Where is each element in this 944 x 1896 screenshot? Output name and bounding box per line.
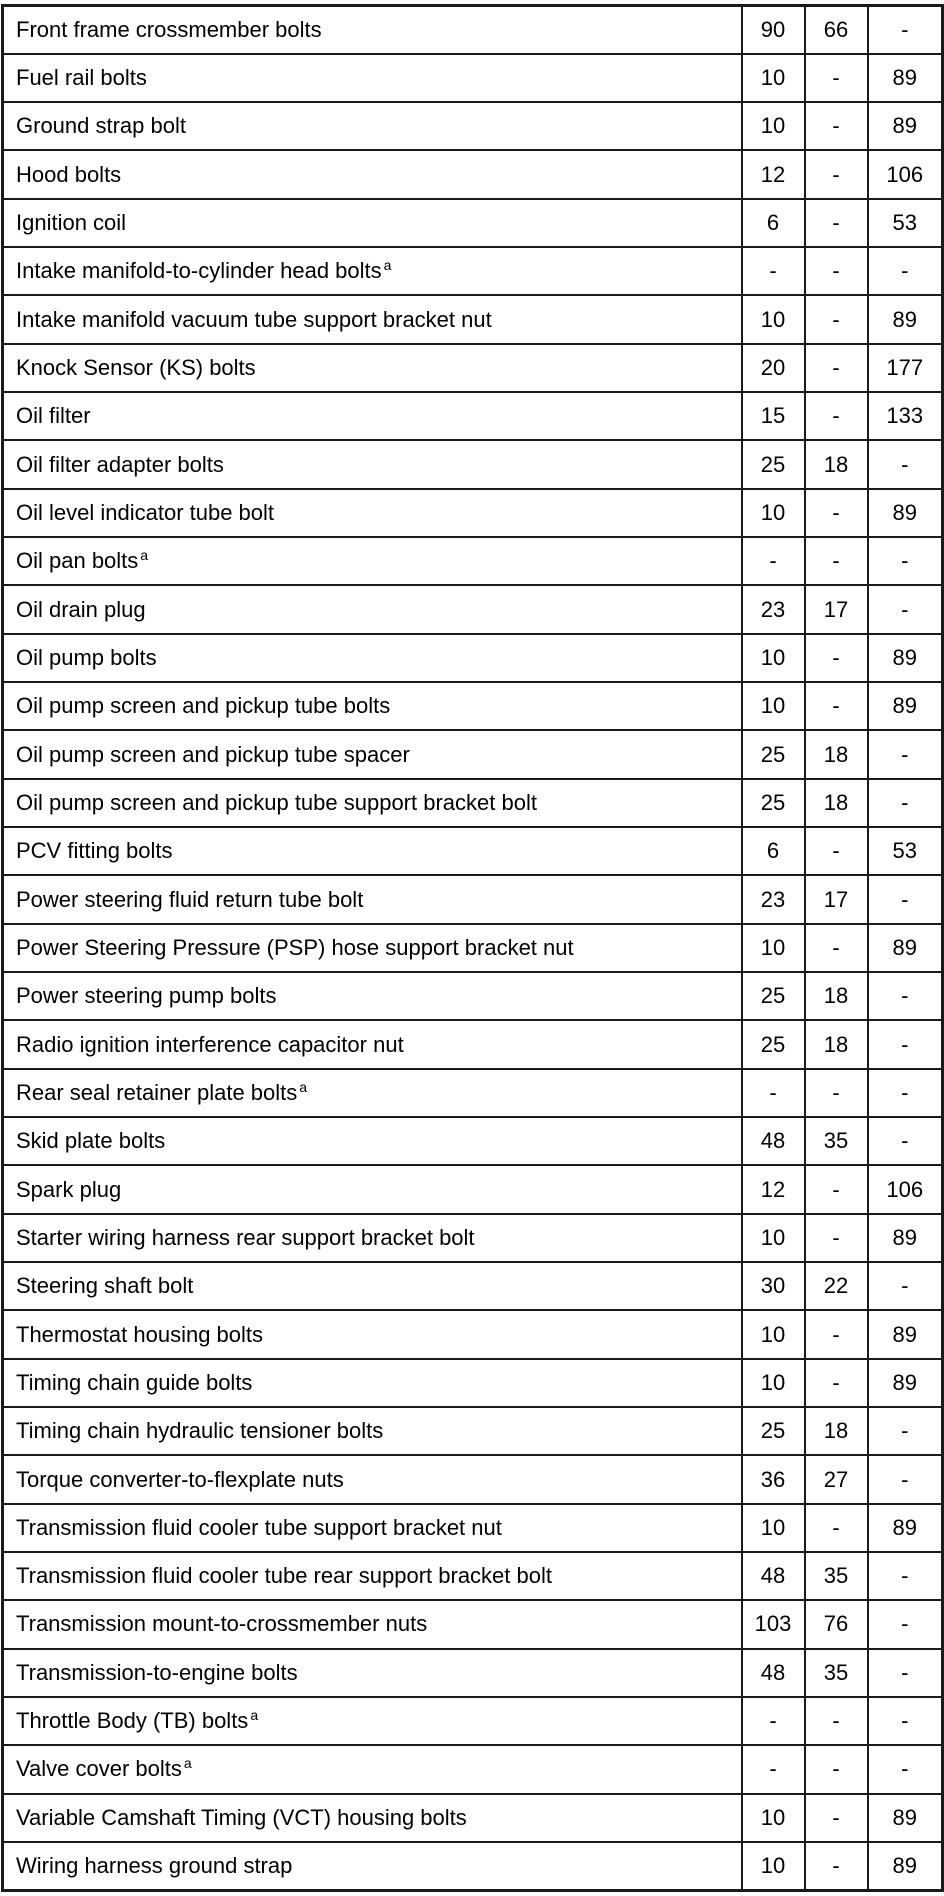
table-row (3, 1262, 943, 1310)
component-name: Oil pan bolts (16, 548, 139, 574)
footnote-marker: a (140, 546, 149, 563)
component-name: Torque converter-to-flexplate nuts (16, 1466, 344, 1492)
nm-value-cell: 30 (742, 1262, 805, 1310)
nm-value-cell: 10 (742, 102, 805, 150)
nm-value-cell: 25 (742, 1020, 805, 1068)
component-name: Oil pump screen and pickup tube support bracket bolt (16, 789, 537, 815)
component-name: Spark plug (16, 1176, 122, 1202)
component-name-cell (3, 150, 742, 198)
component-name: Transmission mount-to-crossmember nuts (16, 1611, 428, 1637)
component-name-cell (3, 875, 742, 923)
footnote-marker: a (299, 1078, 308, 1095)
component-name-cell (3, 1842, 742, 1891)
component-name-cell (3, 1069, 742, 1117)
table-row (3, 247, 943, 295)
table-row (3, 730, 943, 778)
component-name-cell (3, 1697, 742, 1745)
lbin-value-cell: - (868, 585, 943, 633)
table-row (3, 634, 943, 682)
lbft-value-cell: - (805, 1214, 868, 1262)
nm-value-cell: - (742, 1745, 805, 1793)
lbin-value-cell: 106 (868, 1165, 943, 1213)
lbin-value-cell: 89 (868, 102, 943, 150)
torque-spec-table (1, 4, 944, 1892)
component-name: PCV fitting bolts (16, 838, 173, 864)
component-name: Oil filter (16, 403, 91, 429)
table-row (3, 199, 943, 247)
component-name-cell (3, 1359, 742, 1407)
component-name: Ignition coil (16, 209, 127, 235)
nm-value-cell: 48 (742, 1552, 805, 1600)
table-row (3, 295, 943, 343)
component-name-cell (3, 1600, 742, 1648)
lbin-value-cell: 89 (868, 1310, 943, 1358)
lbft-value-cell: 18 (805, 440, 868, 488)
lbft-value-cell: - (805, 1697, 868, 1745)
component-name: Starter wiring harness rear support bracket bolt (16, 1224, 475, 1250)
component-name: Hood bolts (16, 161, 122, 187)
component-name-cell (3, 6, 742, 54)
table-row (3, 1745, 943, 1793)
lbft-value-cell: - (805, 392, 868, 440)
component-name: Rear seal retainer plate bolts (16, 1079, 298, 1105)
lbin-value-cell: 89 (868, 1504, 943, 1552)
component-name-cell (3, 537, 742, 585)
component-name: Oil pump bolts (16, 644, 157, 670)
lbin-value-cell: 89 (868, 924, 943, 972)
lbin-value-cell: 53 (868, 827, 943, 875)
table-row (3, 924, 943, 972)
component-name: Intake manifold vacuum tube support bracket nut (16, 306, 492, 332)
lbin-value-cell: - (868, 730, 943, 778)
component-name-cell (3, 440, 742, 488)
table-row (3, 972, 943, 1020)
lbft-value-cell: 22 (805, 1262, 868, 1310)
table-row (3, 682, 943, 730)
lbin-value-cell: - (868, 1600, 943, 1648)
lbft-value-cell: - (805, 682, 868, 730)
component-name-cell (3, 1504, 742, 1552)
component-name-cell (3, 1310, 742, 1358)
lbin-value-cell: 89 (868, 1794, 943, 1842)
table-row (3, 1407, 943, 1455)
component-name: Knock Sensor (KS) bolts (16, 354, 256, 380)
table-row (3, 1794, 943, 1842)
nm-value-cell: 48 (742, 1117, 805, 1165)
table-row (3, 1600, 943, 1648)
nm-value-cell: 90 (742, 6, 805, 54)
lbft-value-cell: 18 (805, 1020, 868, 1068)
lbin-value-cell: - (868, 1117, 943, 1165)
component-name-cell (3, 1117, 742, 1165)
lbft-value-cell: 17 (805, 585, 868, 633)
table-row (3, 54, 943, 102)
nm-value-cell: 10 (742, 1359, 805, 1407)
lbin-value-cell: - (868, 1020, 943, 1068)
nm-value-cell: 25 (742, 972, 805, 1020)
nm-value-cell: 23 (742, 585, 805, 633)
lbin-value-cell: - (868, 1069, 943, 1117)
lbft-value-cell: 17 (805, 875, 868, 923)
table-row (3, 1455, 943, 1503)
table-row (3, 440, 943, 488)
lbin-value-cell: 89 (868, 54, 943, 102)
lbin-value-cell: - (868, 779, 943, 827)
lbin-value-cell: - (868, 1455, 943, 1503)
lbft-value-cell: - (805, 1165, 868, 1213)
lbft-value-cell: - (805, 1745, 868, 1793)
nm-value-cell: 10 (742, 682, 805, 730)
component-name: Valve cover bolts (16, 1756, 182, 1782)
lbin-value-cell: - (868, 1552, 943, 1600)
lbin-value-cell: - (868, 247, 943, 295)
component-name-cell (3, 295, 742, 343)
nm-value-cell: 10 (742, 1504, 805, 1552)
table-row (3, 1649, 943, 1697)
table-row (3, 1504, 943, 1552)
lbft-value-cell: - (805, 1842, 868, 1891)
table-row (3, 827, 943, 875)
nm-value-cell: 10 (742, 1310, 805, 1358)
component-name: Skid plate bolts (16, 1128, 166, 1154)
component-name: Oil drain plug (16, 596, 146, 622)
table-row (3, 150, 943, 198)
lbin-value-cell: 89 (868, 1214, 943, 1262)
component-name: Thermostat housing bolts (16, 1321, 264, 1347)
nm-value-cell: 36 (742, 1455, 805, 1503)
lbft-value-cell: - (805, 295, 868, 343)
component-name-cell (3, 827, 742, 875)
torque-spec-table-body (3, 6, 943, 1891)
component-name: Fuel rail bolts (16, 64, 147, 90)
nm-value-cell: 10 (742, 1214, 805, 1262)
component-name-cell (3, 585, 742, 633)
lbin-value-cell: 133 (868, 392, 943, 440)
nm-value-cell: - (742, 1069, 805, 1117)
lbft-value-cell: - (805, 634, 868, 682)
lbft-value-cell: 76 (805, 1600, 868, 1648)
lbin-value-cell: 177 (868, 344, 943, 392)
nm-value-cell: 10 (742, 54, 805, 102)
component-name-cell (3, 1214, 742, 1262)
component-name: Intake manifold-to-cylinder head bolts (16, 258, 382, 284)
component-name-cell (3, 54, 742, 102)
component-name: Front frame crossmember bolts (16, 16, 322, 42)
component-name-cell (3, 682, 742, 730)
table-row (3, 489, 943, 537)
lbft-value-cell: - (805, 537, 868, 585)
nm-value-cell: 10 (742, 1842, 805, 1891)
lbin-value-cell: - (868, 1649, 943, 1697)
lbin-value-cell: - (868, 1697, 943, 1745)
lbft-value-cell: 18 (805, 779, 868, 827)
nm-value-cell: 25 (742, 1407, 805, 1455)
component-name-cell (3, 634, 742, 682)
nm-value-cell: 15 (742, 392, 805, 440)
table-row (3, 585, 943, 633)
component-name: Power steering fluid return tube bolt (16, 886, 364, 912)
lbft-value-cell: 66 (805, 6, 868, 54)
nm-value-cell: 10 (742, 1794, 805, 1842)
lbft-value-cell: 18 (805, 972, 868, 1020)
lbft-value-cell: 18 (805, 1407, 868, 1455)
table-row (3, 392, 943, 440)
component-name-cell (3, 924, 742, 972)
lbft-value-cell: - (805, 489, 868, 537)
nm-value-cell: 23 (742, 875, 805, 923)
component-name-cell (3, 1407, 742, 1455)
footnote-marker: a (383, 256, 392, 273)
nm-value-cell: 25 (742, 440, 805, 488)
lbft-value-cell: - (805, 1069, 868, 1117)
table-row (3, 1165, 943, 1213)
nm-value-cell: 10 (742, 634, 805, 682)
component-name: Oil pump screen and pickup tube spacer (16, 741, 410, 767)
lbft-value-cell: 18 (805, 730, 868, 778)
table-row (3, 1310, 943, 1358)
table-row (3, 875, 943, 923)
component-name: Transmission-to-engine bolts (16, 1659, 298, 1685)
lbft-value-cell: - (805, 54, 868, 102)
component-name-cell (3, 392, 742, 440)
component-name-cell (3, 972, 742, 1020)
lbin-value-cell: 89 (868, 295, 943, 343)
lbft-value-cell: - (805, 150, 868, 198)
component-name: Timing chain guide bolts (16, 1369, 253, 1395)
lbin-value-cell: - (868, 6, 943, 54)
lbft-value-cell: 27 (805, 1455, 868, 1503)
table-row (3, 1359, 943, 1407)
component-name: Steering shaft bolt (16, 1273, 194, 1299)
lbin-value-cell: - (868, 440, 943, 488)
component-name-cell (3, 1262, 742, 1310)
component-name: Wiring harness ground strap (16, 1852, 293, 1878)
component-name-cell (3, 344, 742, 392)
component-name: Variable Camshaft Timing (VCT) housing bolts (16, 1804, 467, 1830)
component-name-cell (3, 1649, 742, 1697)
lbft-value-cell: - (805, 924, 868, 972)
table-row (3, 1020, 943, 1068)
component-name-cell (3, 1745, 742, 1793)
lbft-value-cell: 35 (805, 1649, 868, 1697)
nm-value-cell: 6 (742, 827, 805, 875)
nm-value-cell: 12 (742, 1165, 805, 1213)
nm-value-cell: 10 (742, 489, 805, 537)
lbin-value-cell: 89 (868, 489, 943, 537)
nm-value-cell: 10 (742, 295, 805, 343)
component-name-cell (3, 1455, 742, 1503)
table-row (3, 344, 943, 392)
component-name: Throttle Body (TB) bolts (16, 1708, 249, 1734)
nm-value-cell: 20 (742, 344, 805, 392)
component-name: Ground strap bolt (16, 113, 186, 139)
lbft-value-cell: - (805, 1794, 868, 1842)
component-name: Oil filter adapter bolts (16, 451, 224, 477)
component-name: Timing chain hydraulic tensioner bolts (16, 1418, 384, 1444)
component-name-cell (3, 489, 742, 537)
lbft-value-cell: 35 (805, 1117, 868, 1165)
table-row (3, 779, 943, 827)
table-row (3, 1117, 943, 1165)
component-name: Transmission fluid cooler tube support bracket nut (16, 1514, 502, 1540)
footnote-marker: a (183, 1755, 192, 1772)
lbin-value-cell: - (868, 1262, 943, 1310)
nm-value-cell: - (742, 247, 805, 295)
component-name: Oil pump screen and pickup tube bolts (16, 693, 391, 719)
component-name: Oil level indicator tube bolt (16, 499, 275, 525)
component-name-cell (3, 1552, 742, 1600)
lbft-value-cell: 35 (805, 1552, 868, 1600)
lbin-value-cell: 53 (868, 199, 943, 247)
component-name-cell (3, 1165, 742, 1213)
nm-value-cell: 6 (742, 199, 805, 247)
nm-value-cell: - (742, 1697, 805, 1745)
table-row (3, 1697, 943, 1745)
lbin-value-cell: 89 (868, 634, 943, 682)
nm-value-cell: 48 (742, 1649, 805, 1697)
component-name: Transmission fluid cooler tube rear support bracket bolt (16, 1563, 552, 1589)
lbin-value-cell: 106 (868, 150, 943, 198)
nm-value-cell: 103 (742, 1600, 805, 1648)
lbin-value-cell: - (868, 875, 943, 923)
lbin-value-cell: 89 (868, 1842, 943, 1891)
component-name-cell (3, 779, 742, 827)
component-name: Power Steering Pressure (PSP) hose support bracket nut (16, 934, 574, 960)
component-name-cell (3, 247, 742, 295)
lbft-value-cell: - (805, 102, 868, 150)
component-name: Power steering pump bolts (16, 983, 277, 1009)
lbin-value-cell: 89 (868, 1359, 943, 1407)
lbin-value-cell: 89 (868, 682, 943, 730)
table-row (3, 1552, 943, 1600)
lbft-value-cell: - (805, 1359, 868, 1407)
component-name-cell (3, 730, 742, 778)
lbin-value-cell: - (868, 1407, 943, 1455)
component-name-cell (3, 1794, 742, 1842)
table-row (3, 1069, 943, 1117)
footnote-marker: a (250, 1706, 259, 1723)
nm-value-cell: 25 (742, 779, 805, 827)
nm-value-cell: 25 (742, 730, 805, 778)
nm-value-cell: - (742, 537, 805, 585)
lbin-value-cell: - (868, 972, 943, 1020)
nm-value-cell: 12 (742, 150, 805, 198)
component-name-cell (3, 199, 742, 247)
table-row (3, 1842, 943, 1891)
component-name: Radio ignition interference capacitor nut (16, 1031, 404, 1057)
lbft-value-cell: - (805, 199, 868, 247)
lbft-value-cell: - (805, 247, 868, 295)
lbft-value-cell: - (805, 1504, 868, 1552)
component-name-cell (3, 1020, 742, 1068)
lbin-value-cell: - (868, 537, 943, 585)
table-row (3, 102, 943, 150)
component-name-cell (3, 102, 742, 150)
nm-value-cell: 10 (742, 924, 805, 972)
lbft-value-cell: - (805, 827, 868, 875)
lbft-value-cell: - (805, 1310, 868, 1358)
lbin-value-cell: - (868, 1745, 943, 1793)
table-row (3, 6, 943, 54)
lbft-value-cell: - (805, 344, 868, 392)
table-row (3, 1214, 943, 1262)
table-row (3, 537, 943, 585)
